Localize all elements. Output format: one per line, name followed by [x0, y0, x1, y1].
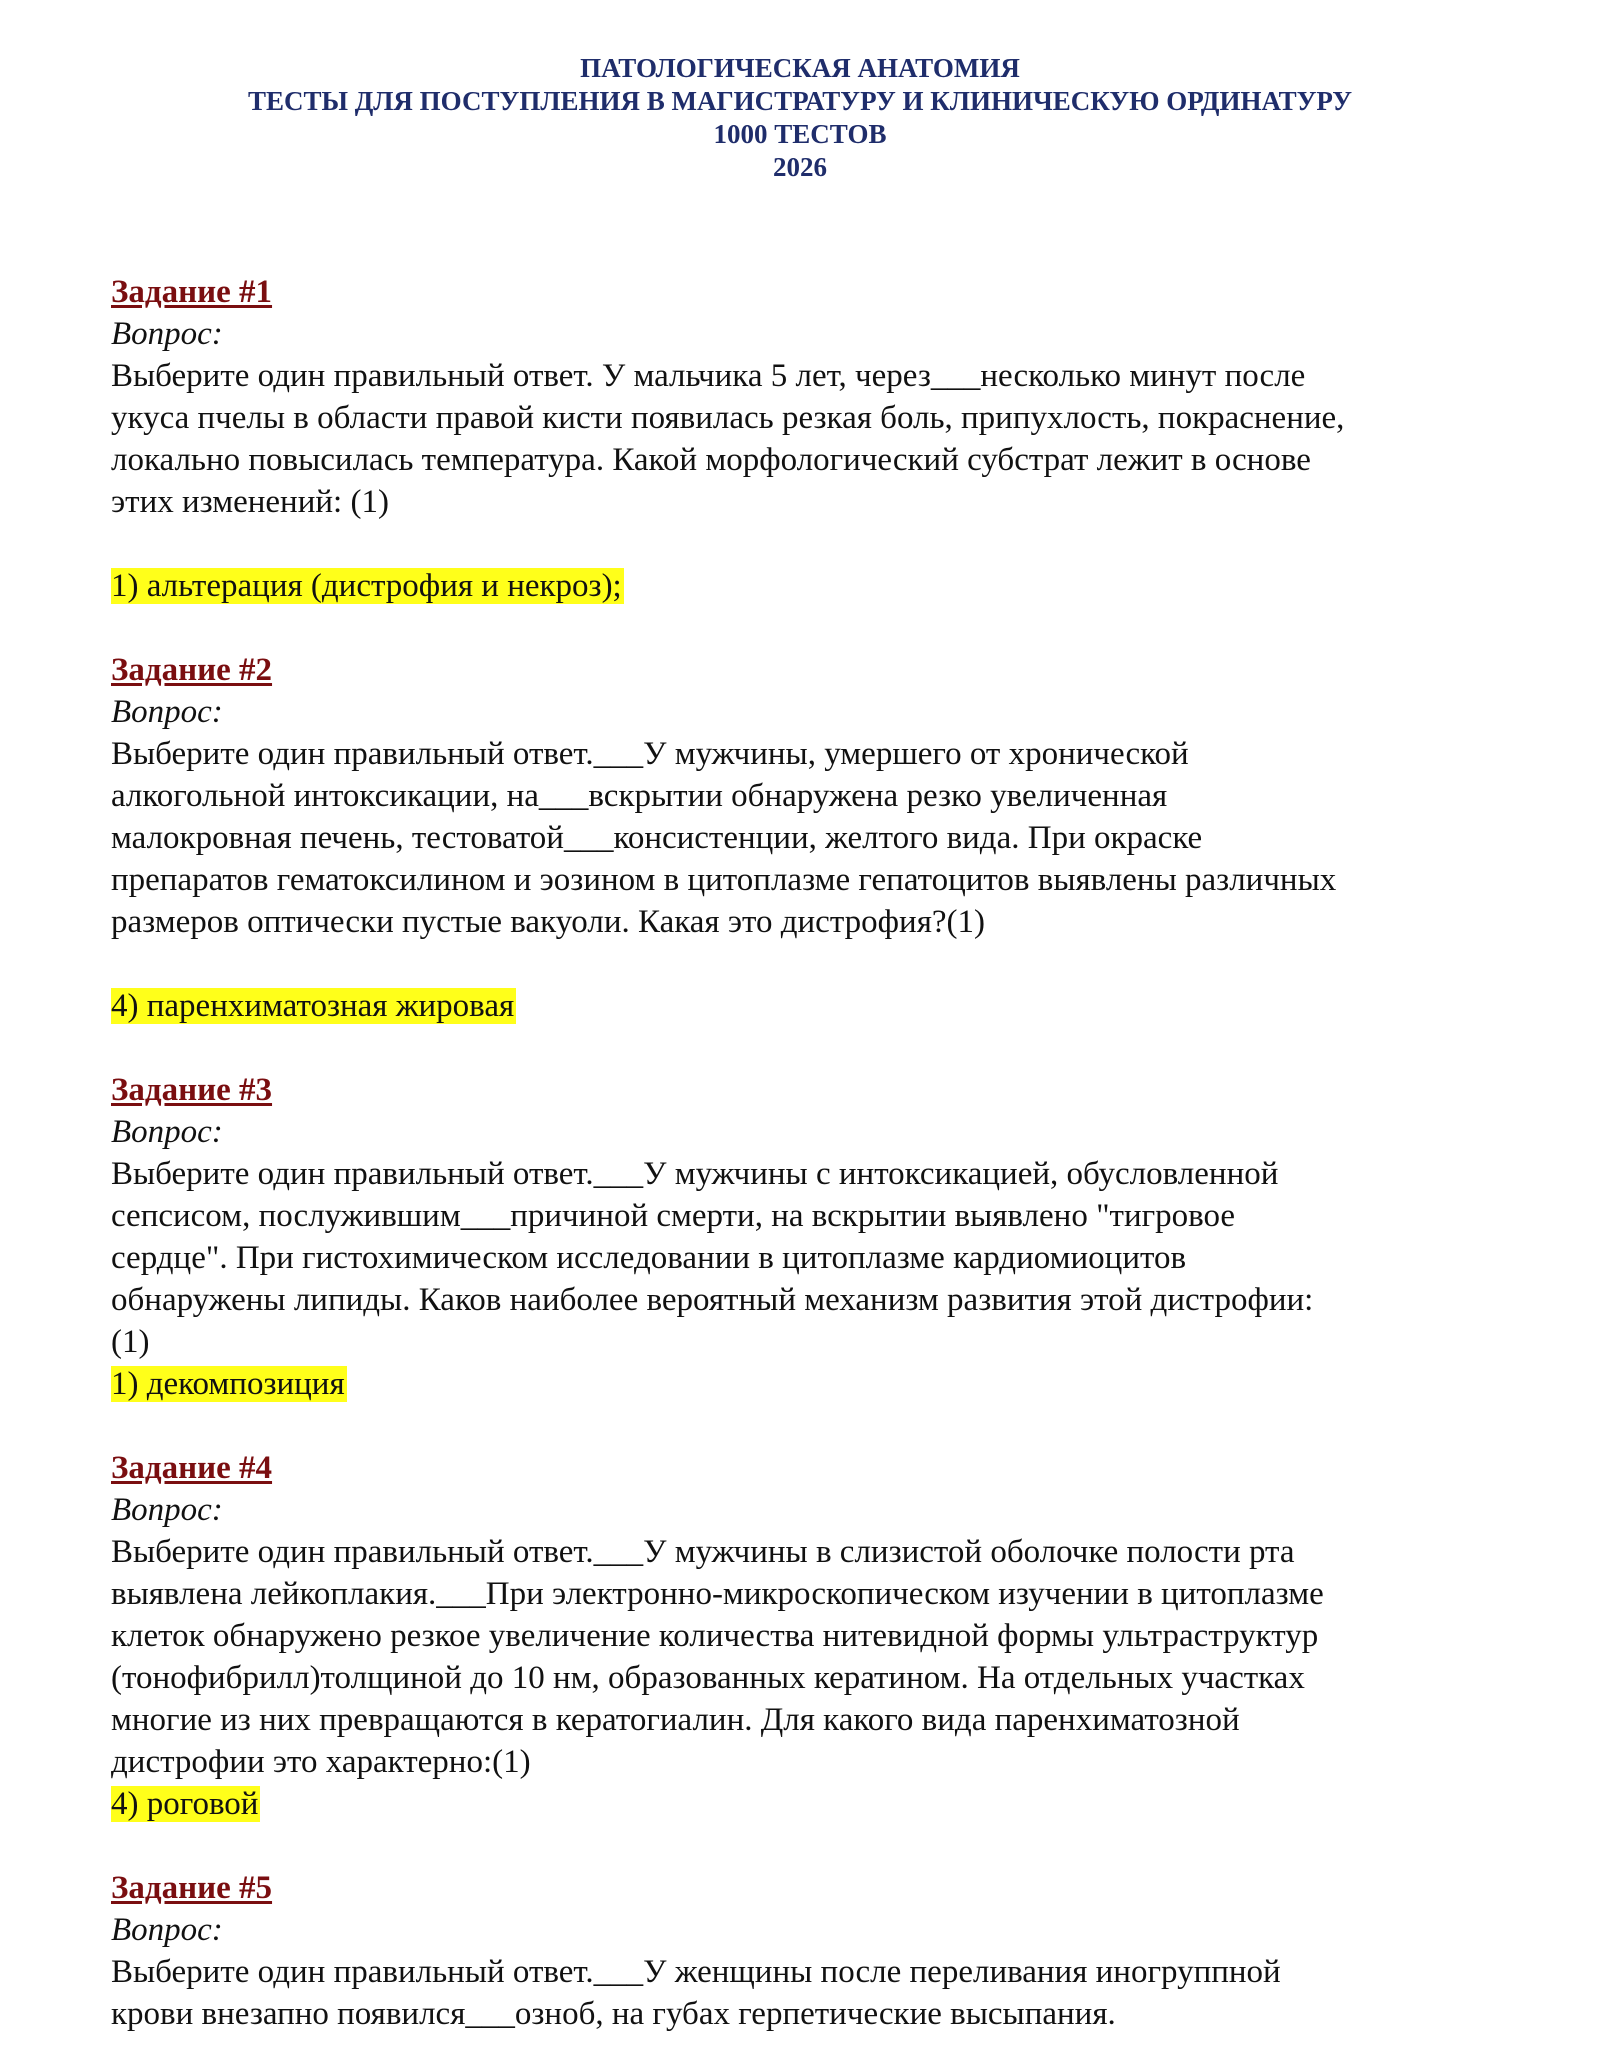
document-header — [0, 52, 1600, 184]
task-5 — [111, 1867, 1511, 2035]
header-count: 1000 ТЕСТОВ — [713, 119, 887, 149]
answer-highlight: 1) декомпозиция — [111, 1366, 345, 1402]
task-4 — [111, 1447, 1511, 1867]
spacer — [111, 1405, 1511, 1447]
question-label: Вопрос: — [111, 1492, 223, 1528]
answer — [111, 1363, 1511, 1405]
question-line: Выберите один правильный ответ.___У мужчины, умершего от хронической — [111, 736, 1189, 772]
answer — [111, 985, 1511, 1027]
question-line: этих изменений: (1) — [111, 484, 389, 520]
question-text — [111, 1531, 1511, 1783]
question-line: Выберите один правильный ответ. У мальчика 5 лет, через___несколько минут после — [111, 358, 1306, 394]
question-line: размеров оптически пустые вакуоли. Какая это дистрофия?(1) — [111, 904, 986, 940]
question-line: локально повысилась температура. Какой морфологический субстрат лежит в основе — [111, 442, 1311, 478]
question-line: Выберите один правильный ответ.___У мужчины с интоксикацией, обусловленной — [111, 1156, 1279, 1192]
question-line: выявлена лейкоплакия.___При электронно-микроскопическом изучении в цитоплазме — [111, 1576, 1324, 1612]
question-line: клеток обнаружено резкое увеличение количества нитевидной формы ультраструктур — [111, 1618, 1319, 1654]
spacer — [111, 1027, 1511, 1069]
question-line: укуса пчелы в области правой кисти появилась резкая боль, припухлость, покраснение, — [111, 400, 1345, 436]
question-line: сепсисом, послужившим___причиной смерти, на вскрытии выявлено "тигровое — [111, 1198, 1236, 1234]
task-3 — [111, 1069, 1511, 1447]
answer — [111, 1783, 1511, 1825]
task-list — [111, 271, 1511, 2035]
question-label: Вопрос: — [111, 316, 223, 352]
spacer — [111, 523, 1511, 565]
task-title: Задание #4 — [111, 1450, 273, 1486]
answer-highlight: 4) роговой — [111, 1786, 259, 1822]
task-1 — [111, 271, 1511, 649]
answer-highlight: 4) паренхиматозная жировая — [111, 988, 515, 1024]
answer-highlight: 1) альтерация (дистрофия и некроз); — [111, 568, 622, 604]
task-2 — [111, 649, 1511, 1069]
question-line: дистрофии это характерно:(1) — [111, 1744, 531, 1780]
question-line: сердце". При гистохимическом исследовании в цитоплазме кардиомиоцитов — [111, 1240, 1187, 1276]
question-label: Вопрос: — [111, 694, 223, 730]
question-line: алкогольной интоксикации, на___вскрытии обнаружена резко увеличенная — [111, 778, 1168, 814]
task-title: Задание #5 — [111, 1870, 273, 1906]
question-line: (1) — [111, 1324, 150, 1360]
question-text — [111, 1951, 1511, 2035]
question-label: Вопрос: — [111, 1912, 223, 1948]
question-line: малокровная печень, тестоватой___консистенции, желтого вида. При окраске — [111, 820, 1203, 856]
question-line: (тонофибрилл)толщиной до 10 нм, образованных кератином. На отдельных участках — [111, 1660, 1305, 1696]
header-title: ТЕСТЫ ДЛЯ ПОСТУПЛЕНИЯ В МАГИСТРАТУРУ И КЛИНИЧЕСКУЮ ОРДИНАТУРУ — [247, 86, 1353, 116]
answer — [111, 565, 1511, 607]
task-title: Задание #3 — [111, 1072, 273, 1108]
question-text — [111, 355, 1511, 523]
question-line: Выберите один правильный ответ.___У женщины после переливания иногруппной — [111, 1954, 1281, 1990]
spacer — [111, 607, 1511, 649]
question-text — [111, 733, 1511, 943]
task-title: Задание #2 — [111, 652, 273, 688]
question-line: многие из них превращаются в кератогиалин. Для какого вида паренхиматозной — [111, 1702, 1240, 1738]
task-title: Задание #1 — [111, 274, 273, 310]
question-line: обнаружены липиды. Каков наиболее вероятный механизм развития этой дистрофии: — [111, 1282, 1314, 1318]
question-line: крови внезапно появился___озноб, на губах герпетические высыпания. — [111, 1996, 1116, 2032]
header-subject: ПАТОЛОГИЧЕСКАЯ АНАТОМИЯ — [580, 53, 1020, 83]
question-line: Выберите один правильный ответ.___У мужчины в слизистой оболочке полости рта — [111, 1534, 1295, 1570]
question-line: препаратов гематоксилином и эозином в цитоплазме гепатоцитов выявлены различных — [111, 862, 1337, 898]
question-text — [111, 1153, 1511, 1363]
header-year: 2026 — [773, 152, 827, 182]
question-label: Вопрос: — [111, 1114, 223, 1150]
spacer — [111, 1825, 1511, 1867]
spacer — [111, 943, 1511, 985]
